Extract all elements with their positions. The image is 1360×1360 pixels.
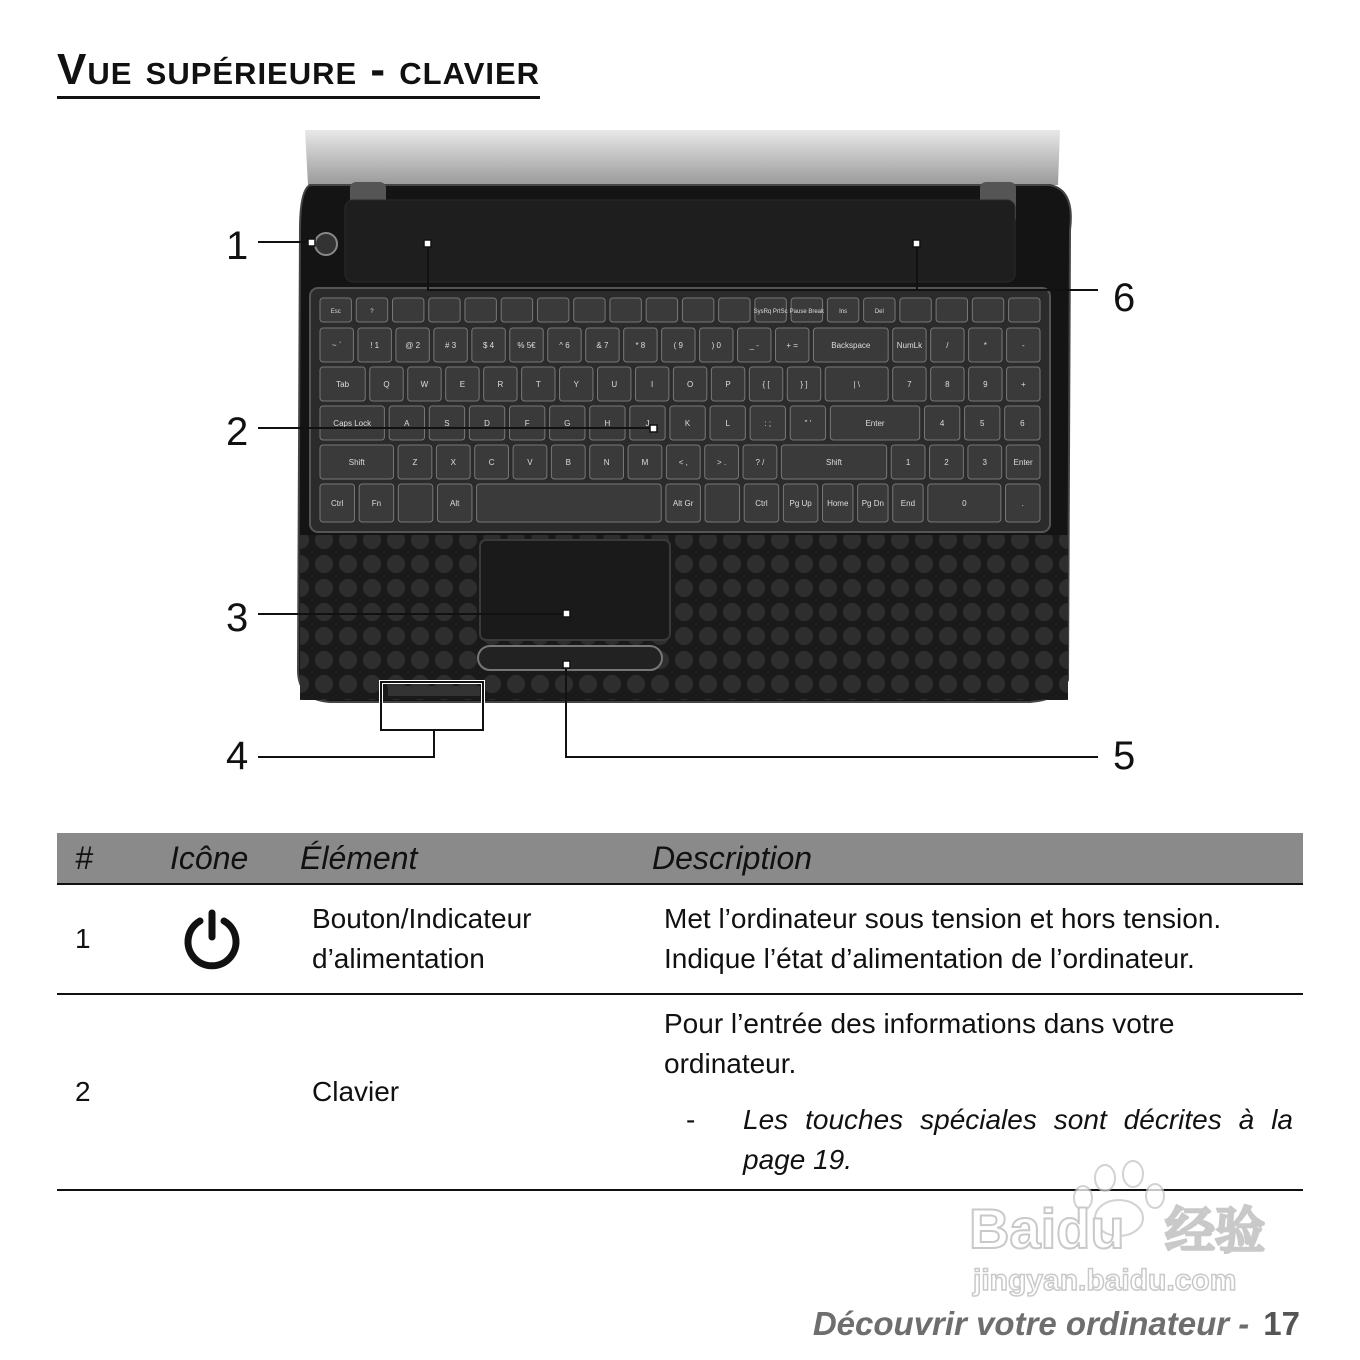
power-icon	[180, 907, 244, 971]
touchpad	[480, 540, 670, 640]
keyboard-key	[392, 298, 423, 322]
header-description: Description	[652, 833, 1303, 884]
keyboard-key-label: Pg Up	[789, 499, 812, 508]
keyboard-key-label: ?	[370, 309, 374, 315]
element-line: Bouton/Indicateur	[312, 903, 532, 934]
header-element: Élément	[300, 833, 652, 884]
keyboard-key-label: " '	[804, 419, 812, 428]
keyboard-key	[537, 298, 568, 322]
baidu-watermark	[955, 1160, 1285, 1300]
callout-3: 3	[226, 596, 249, 640]
keyboard-key-label: Q	[383, 380, 390, 389]
keyboard-key-label: 3	[982, 458, 988, 467]
callout-2: 2	[226, 410, 249, 454]
keyboard-key-label: Backspace	[831, 341, 871, 350]
keyboard-key-label: J	[645, 419, 650, 428]
keyboard-key-label: _ -	[749, 341, 759, 350]
keyboard-key-label: K	[684, 419, 691, 428]
keyboard-key-label: < ,	[678, 458, 688, 467]
keyboard-key-label: P	[725, 380, 731, 389]
keyboard-key-label: R	[497, 380, 504, 389]
keyboard-key	[398, 484, 432, 522]
keyboard-key-label: ^ 6	[559, 341, 570, 350]
keyboard-key-label: A	[404, 419, 410, 428]
keyboard-key-label: H	[604, 419, 611, 428]
keyboard-key-label: Ins	[839, 309, 848, 315]
keyboard-key-label: *	[983, 341, 987, 350]
keyboard-key-label: S	[444, 419, 450, 428]
element-line: d’alimentation	[312, 943, 485, 974]
keyboard-key-label: % 5€	[517, 341, 536, 350]
keyboard-key	[429, 298, 460, 322]
keyboard-key-label: Pg Dn	[861, 499, 884, 508]
keyboard-key	[610, 298, 641, 322]
keyboard-key-label: Del	[874, 309, 884, 315]
keyboard-key-label: 1	[905, 458, 911, 467]
keyboard-key	[646, 298, 677, 322]
keyboard-key-label: & 7	[596, 341, 609, 350]
keyboard-key-label: Alt	[450, 499, 460, 508]
keyboard-key-label: U	[611, 380, 618, 389]
keyboard-key-label: 0	[962, 499, 967, 508]
keyboard-key-label: Ctrl	[755, 499, 768, 508]
keyboard-key-label: # 3	[445, 341, 457, 350]
keyboard-key-label: Fn	[371, 499, 382, 508]
keyboard-key-label: 4	[939, 419, 945, 428]
keyboard-key-label: Enter	[865, 419, 885, 428]
keyboard-key-label: -	[1021, 341, 1025, 350]
description-line: Met l’ordinateur sous tension et hors tension.	[664, 903, 1222, 934]
keyboard-key-label: E	[459, 380, 466, 389]
page-title: Vue supérieure - clavier	[57, 44, 540, 99]
watermark-brand-cn: 经验	[1165, 1203, 1265, 1259]
keyboard-key	[477, 484, 662, 522]
keyboard-key-label: Shift	[826, 458, 843, 467]
keyboard-key-label: 9	[983, 380, 988, 389]
keyboard-key-label: F	[524, 419, 530, 428]
keyboard-key-label: L	[725, 419, 730, 428]
palm-rest	[300, 535, 1068, 700]
keyboard-key-label: +	[1020, 380, 1026, 389]
keyboard-key	[574, 298, 605, 322]
description-line: ordinateur.	[664, 1048, 797, 1079]
footer-section: Découvrir votre ordinateur -	[812, 1305, 1250, 1342]
header-icon: Icône	[150, 833, 300, 884]
keyboard-key-label: I	[651, 380, 654, 389]
table-row	[57, 884, 1303, 994]
description-line: Pour l’entrée des informations dans votre	[664, 1008, 1175, 1039]
keyboard-key-label: .	[1021, 499, 1024, 508]
keyboard-key-label: Z	[412, 458, 418, 467]
keyboard-key	[501, 298, 532, 322]
keyboard-key-label: ( 9	[673, 341, 684, 350]
keyboard-key-label: 6	[1020, 419, 1025, 428]
keyboard-key-label: { [	[762, 380, 770, 389]
keyboard-key	[682, 298, 713, 322]
callout-4: 4	[226, 734, 249, 778]
keyboard-key-label: 8	[945, 380, 950, 389]
description-line: Indique l’état d’alimentation de l’ordinateur.	[664, 943, 1195, 974]
keyboard-key-label: X	[450, 458, 456, 467]
row-description	[652, 884, 1303, 994]
note-text: Les touches spéciales sont décrites à la page 19.	[743, 1104, 1293, 1175]
note-dash: -	[686, 1104, 696, 1135]
keyboard-key-label: @ 2	[405, 341, 421, 350]
keyboard-key-label: SysRq PrtSc	[753, 309, 788, 315]
row-number: 1	[57, 884, 150, 994]
table-header-row	[57, 833, 1303, 884]
keyboard-key	[900, 298, 931, 322]
keyboard-key-label: Alt Gr	[672, 499, 694, 508]
keyboard-key	[972, 298, 1003, 322]
keyboard-key-label: /	[946, 341, 949, 350]
row-element: Clavier	[300, 994, 652, 1190]
keyboard-key-label: 5	[980, 419, 985, 428]
row-icon-cell	[150, 994, 300, 1190]
row-icon-cell	[150, 884, 300, 994]
keyboard-key	[936, 298, 967, 322]
keyboard-key	[465, 298, 496, 322]
laptop-lid	[305, 130, 1060, 185]
keyboard-key-label: Ctrl	[331, 499, 344, 508]
laptop-top-view-figure	[0, 120, 1360, 800]
keyboard-key-label: Caps Lock	[333, 419, 372, 428]
keyboard-key-label: End	[900, 499, 916, 508]
keyboard-key-label: } ]	[800, 380, 808, 389]
keyboard-key-label: Home	[827, 499, 849, 508]
keyboard-key-label: Pause Break	[789, 309, 825, 315]
keyboard-key-label: 7	[907, 380, 912, 389]
keyboard-key-label: ~ `	[331, 341, 342, 350]
keyboard-key-label: + =	[786, 341, 798, 350]
watermark-brand: Baidu	[969, 1197, 1125, 1260]
keyboard-key-label: ? /	[755, 458, 765, 467]
keyboard-key-label: ) 0	[711, 341, 721, 350]
laptop-illustration	[0, 120, 1360, 800]
callout-6: 6	[1113, 276, 1136, 320]
keyboard-key-label: D	[484, 419, 490, 428]
keyboard-key-label: ! 1	[370, 341, 380, 350]
keyboard-key-label: * 8	[635, 341, 646, 350]
keyboard-key-label: | \	[853, 380, 860, 389]
keyboard-key-label: $ 4	[482, 341, 495, 350]
keyboard-key-label: W	[420, 380, 429, 389]
keyboard-key-label: T	[535, 380, 541, 389]
row-number: 2	[57, 994, 150, 1190]
keyboard-key-label: : ;	[764, 419, 772, 428]
keyboard-key-label: Enter	[1013, 458, 1033, 467]
keyboard-key	[1009, 298, 1040, 322]
power-button	[315, 233, 337, 255]
keyboard-key-label: O	[687, 380, 694, 389]
keyboard-key	[719, 298, 750, 322]
keyboard-key-label: Shift	[348, 458, 365, 467]
callout-5: 5	[1113, 734, 1136, 778]
keyboard-key-label: Y	[573, 380, 579, 389]
keyboard-key-label: Tab	[336, 380, 350, 389]
keyboard-key-label: V	[527, 458, 533, 467]
callout-1: 1	[226, 224, 249, 268]
status-indicators	[388, 686, 480, 696]
keyboard-key-label: 2	[944, 458, 949, 467]
keyboard-key-label: NumLk	[896, 341, 923, 350]
watermark-url: jingyan.baidu.com	[973, 1264, 1237, 1297]
page-footer	[813, 1305, 1300, 1343]
keyboard-key-label: B	[565, 458, 571, 467]
keyboard-key-label: > .	[717, 458, 727, 467]
keyboard-key-label: M	[641, 458, 649, 467]
keyboard-key-label: Esc	[330, 309, 341, 315]
page-number: 17	[1263, 1305, 1300, 1342]
keyboard-key-label: N	[603, 458, 610, 467]
keyboard-key	[705, 484, 739, 522]
row-element	[300, 884, 652, 994]
component-table	[57, 833, 1303, 1191]
keyboard-key-label: G	[564, 419, 571, 428]
header-number: #	[57, 833, 150, 884]
baidu-paw-logo	[955, 1160, 1285, 1300]
keyboard-key-label: C	[488, 458, 495, 467]
